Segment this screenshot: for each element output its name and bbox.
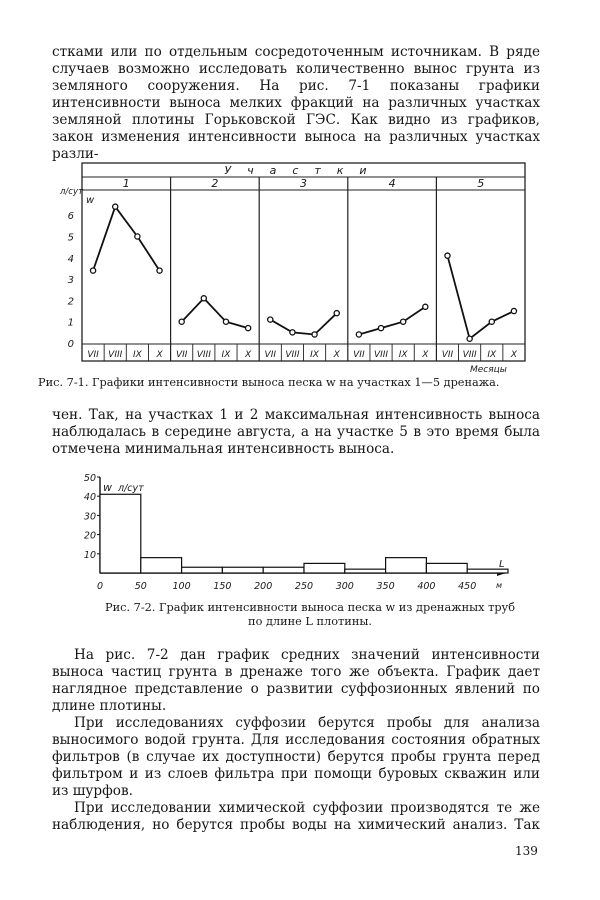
histogram-bar <box>222 567 263 573</box>
x-axis-label: Месяцы <box>470 365 507 375</box>
month-label: IX <box>310 350 319 360</box>
x-axis-label: L <box>499 559 505 570</box>
month-label: VII <box>353 350 365 360</box>
paragraph: чен. Так, на участках 1 и 2 максимальная интенсивность выноса наблюдалась в середине августа, а на участке 5 в это время была отмечена минимальная интенсивность выноса. <box>52 407 540 457</box>
data-point <box>511 308 516 313</box>
data-point <box>312 332 317 337</box>
data-point <box>201 296 206 301</box>
y-tick-label: 10 <box>83 549 96 561</box>
paragraph: При исследовании химической суффозии производятся те же наблюдения, но берутся пробы воды на химический анализ. Так <box>52 800 540 833</box>
data-point <box>246 325 251 330</box>
paragraph: При исследованиях суффозии берутся пробы для анализа выносимого водой грунта. Для исследования состояния обратных фильтров (в случае их доступности) берутся пробы грунта перед фильтром и из слоев фильтра при помощи буровых скважин или из шурфов. <box>52 715 540 799</box>
series-line-1 <box>93 207 159 271</box>
month-label: X <box>156 350 163 360</box>
x-unit-label: м <box>496 581 503 590</box>
month-label: X <box>422 350 429 360</box>
month-label: X <box>510 350 518 360</box>
series-line-5 <box>447 256 513 339</box>
section-label: 2 <box>211 177 219 190</box>
chart-title: Участки <box>224 164 383 177</box>
y-tick-label: 6 <box>67 211 74 223</box>
data-point <box>423 304 428 309</box>
page-number: 139 <box>515 844 538 858</box>
data-point <box>445 253 450 258</box>
y-tick-label: 40 <box>83 492 96 504</box>
x-tick-label: 300 <box>335 581 354 592</box>
text-block-bottom <box>52 647 540 834</box>
data-point <box>223 319 228 324</box>
caption-fig-7-2-line2: по длине L плотины. <box>248 615 372 628</box>
histogram-bar <box>263 567 304 573</box>
section-label: 1 <box>122 177 130 190</box>
month-label: X <box>245 350 252 360</box>
x-tick-label: 200 <box>254 581 273 592</box>
paragraph: На рис. 7-2 дан график средних значений интенсивности выноса частиц грунта в дренаже того же объекта. График дает наглядное представление о развитии суффозионных явлений по длине плотины. <box>52 647 540 714</box>
y-tick-label: 50 <box>83 473 96 484</box>
x-tick-label: 0 <box>96 581 104 592</box>
month-label: VII <box>87 350 99 360</box>
series-line-3 <box>270 313 336 334</box>
data-point <box>90 268 95 273</box>
y-tick-label: 4 <box>67 253 74 265</box>
month-label: IX <box>132 350 142 360</box>
month-label: X <box>333 350 340 360</box>
section-label: 3 <box>300 177 307 190</box>
y-axis-label: w <box>103 481 112 494</box>
data-point <box>268 317 273 322</box>
data-point <box>489 319 494 324</box>
data-point <box>135 234 140 239</box>
data-point <box>290 330 295 335</box>
month-label: VII <box>441 350 454 360</box>
chart-frame <box>82 163 525 361</box>
x-tick-label: 100 <box>172 581 191 592</box>
data-point <box>378 325 383 330</box>
y-tick-label: 0 <box>67 339 74 350</box>
x-tick-label: 250 <box>294 581 314 592</box>
caption-fig-7-2 <box>60 601 560 629</box>
section-label: 4 <box>388 177 396 190</box>
section-label: 5 <box>477 177 485 190</box>
month-label: VIII <box>196 350 211 360</box>
series-line-2 <box>182 298 248 328</box>
data-point <box>179 319 184 324</box>
histogram-bar <box>100 494 141 573</box>
data-point <box>401 319 406 324</box>
month-label: IX <box>398 350 408 360</box>
data-point <box>113 204 118 209</box>
histogram-bar <box>141 558 182 573</box>
series-line-4 <box>359 307 425 335</box>
month-label: VIII <box>108 350 123 360</box>
month-label: VIII <box>462 350 477 360</box>
y-unit-label: л/сут <box>118 483 144 494</box>
histogram-bar <box>345 569 386 573</box>
histogram-bar <box>304 563 345 573</box>
y-tick-label: 3 <box>67 275 74 287</box>
caption-fig-7-2-line1: Рис. 7-2. График интенсивности выноса песка w из дренажных труб <box>105 601 515 614</box>
y-tick-label: 30 <box>83 511 96 523</box>
month-label: IX <box>487 350 497 360</box>
data-point <box>467 336 472 341</box>
caption-fig-7-1: Рис. 7-1. Графики интенсивности выноса песка w на участках 1—5 дренажа. <box>38 376 500 389</box>
y-unit-label: л/сут <box>60 187 83 197</box>
y-tick-label: 5 <box>67 232 74 244</box>
histogram-bar <box>182 567 223 573</box>
month-label: VIII <box>285 350 300 360</box>
data-point <box>356 332 361 337</box>
x-tick-label: 150 <box>213 581 232 592</box>
x-tick-label: 450 <box>458 581 477 592</box>
x-tick-label: 350 <box>376 581 395 592</box>
x-tick-label: 50 <box>134 581 147 592</box>
data-point <box>157 268 162 273</box>
month-label: VIII <box>373 350 389 360</box>
histogram-bar <box>426 563 467 573</box>
y-tick-label: 20 <box>83 530 96 542</box>
month-label: VII <box>175 350 188 360</box>
data-point <box>334 311 339 316</box>
x-tick-label: 400 <box>417 581 436 592</box>
month-label: IX <box>221 350 231 360</box>
y-tick-label: 2 <box>67 296 74 308</box>
month-label: VII <box>264 350 277 360</box>
paragraph: стками или по отдельным сосредоточенным источникам. В ряде случаев возможно исследовать количественно вынос грунта из земляного сооружения. На рис. 7-1 показаны графики интенсивности выноса мелких фракций на различных участках земляной плотины Горьковской ГЭС. Как видно из графиков, закон изменения интенсивности выноса на различных участках разли- <box>52 44 540 162</box>
text-block-middle <box>52 407 540 458</box>
y-tick-label: 1 <box>67 317 74 329</box>
y-axis-label: w <box>86 195 95 206</box>
histogram-bar <box>386 558 427 573</box>
